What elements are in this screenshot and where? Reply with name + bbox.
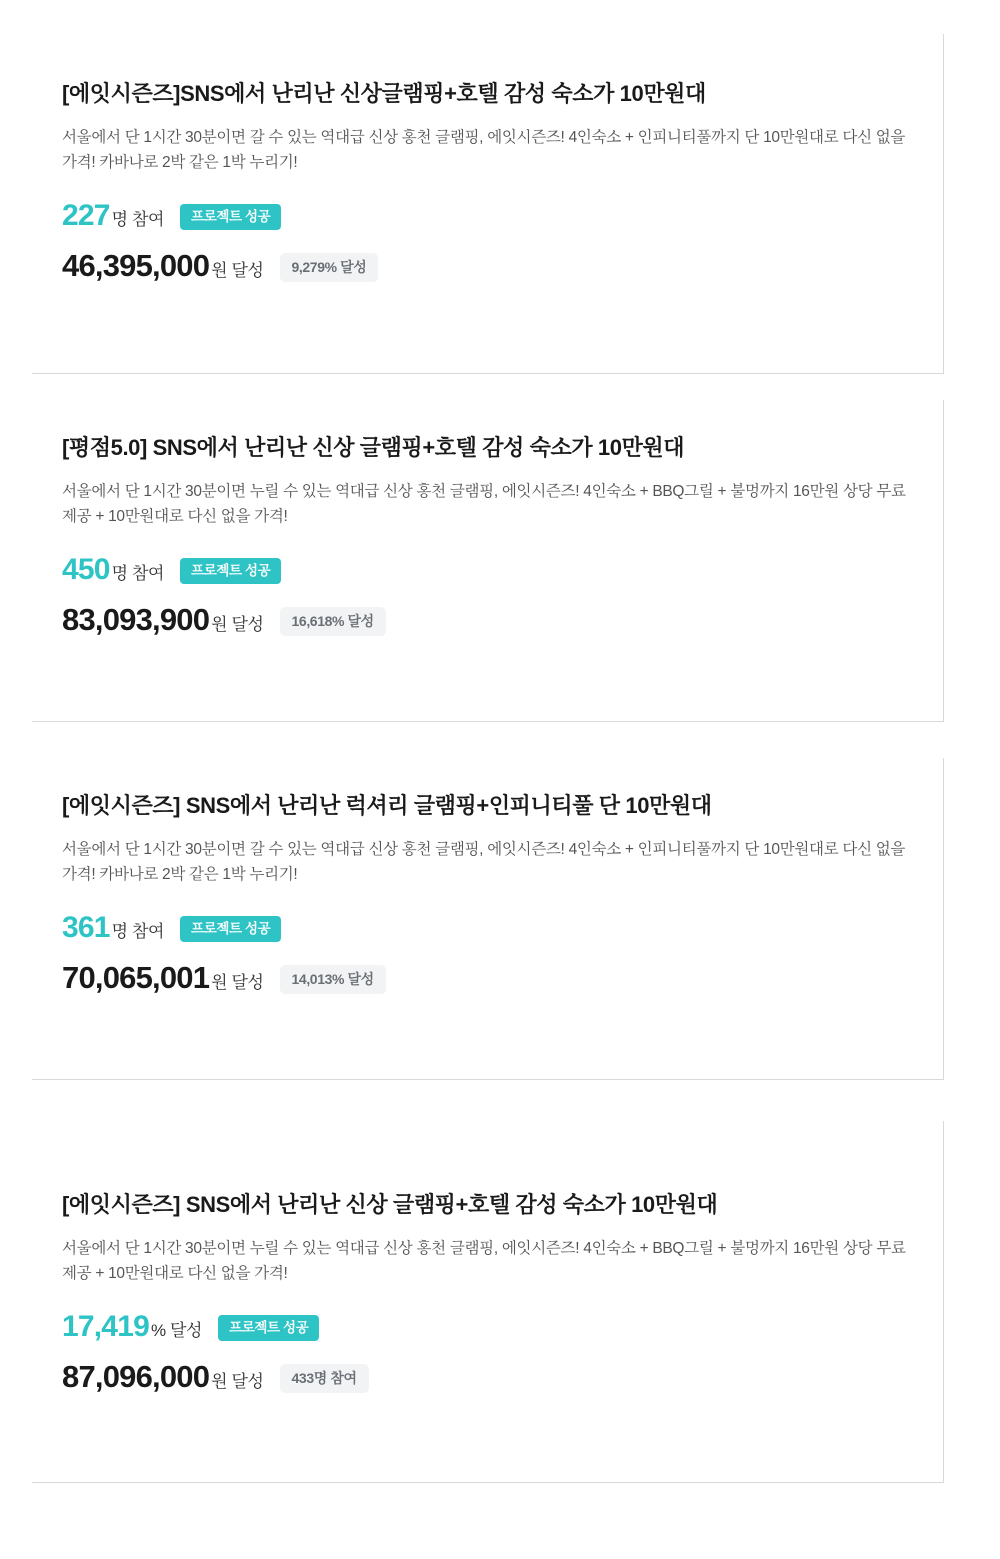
status-badge: 프로젝트 성공 (218, 1315, 319, 1342)
participant-count: 450 (62, 552, 110, 586)
project-title: [평점5.0] SNS에서 난리난 신상 글램핑+호텔 감성 숙소가 10만원대 (62, 435, 685, 460)
project-card[interactable] (32, 1121, 944, 1483)
achievement-badge: 14,013% 달성 (280, 965, 386, 994)
achievement-badge: 16,618% 달성 (280, 607, 386, 636)
achievement-badge: 9,279% 달성 (280, 253, 379, 282)
participant-unit: 명 참여 (111, 921, 165, 941)
amount-row (62, 604, 915, 640)
project-description: 서울에서 단 1시간 30분이면 갈 수 있는 역대급 신상 홍천 글램핑, 에잇시즌즈! 4인숙소 + 인피니티풀까지 단 10만원대로 다신 없을 가격! 카바나로 2박 같은 1박 누리기! (62, 128, 906, 171)
project-card[interactable] (32, 758, 944, 1080)
participant-unit: 명 참여 (111, 563, 165, 583)
status-badge: 프로젝트 성공 (180, 204, 281, 231)
amount-row (62, 250, 915, 286)
project-card[interactable] (32, 400, 944, 722)
amount-value: 87,096,000 (62, 1359, 210, 1395)
amount-unit: 원 달성 (211, 973, 264, 993)
participant-unit: 명 참여 (111, 209, 165, 229)
project-description: 서울에서 단 1시간 30분이면 갈 수 있는 역대급 신상 홍천 글램핑, 에잇시즌즈! 4인숙소 + 인피니티풀까지 단 10만원대로 다신 없을 가격! 카바나로 2박 같은 1박 누리기! (62, 840, 906, 883)
project-description: 서울에서 단 1시간 30분이면 누릴 수 있는 역대급 신상 홍천 글램핑, 에잇시즌즈! 4인숙소 + BBQ그릴 + 불멍까지 16만원 상당 무료제공 + 10만원대로 다신 없을 가격! (62, 482, 906, 525)
amount-row (62, 1361, 915, 1397)
amount-unit: 원 달성 (211, 1372, 264, 1392)
achievement-row (62, 1309, 915, 1346)
amount-value: 46,395,000 (62, 248, 210, 284)
project-title: [에잇시즌즈] SNS에서 난리난 럭셔리 글램핑+인피니티풀 단 10만원대 (62, 793, 712, 818)
amount-value: 83,093,900 (62, 602, 210, 638)
participant-count: 361 (62, 910, 110, 944)
participant-count: 227 (62, 198, 110, 232)
amount-value: 70,065,001 (62, 960, 210, 996)
participation-row (62, 552, 915, 589)
project-description: 서울에서 단 1시간 30분이면 누릴 수 있는 역대급 신상 홍천 글램핑, 에잇시즌즈! 4인숙소 + BBQ그릴 + 불멍까지 16만원 상당 무료제공 + 10만원대로 다신 없을 가격! (62, 1239, 906, 1282)
amount-unit: 원 달성 (211, 615, 264, 635)
participation-row (62, 198, 915, 235)
participant-badge: 433명 참여 (280, 1364, 369, 1393)
project-card[interactable] (32, 34, 944, 374)
achievement-percent: 17,419 (62, 1309, 149, 1343)
amount-row (62, 962, 915, 998)
project-title: [에잇시즌즈] SNS에서 난리난 신상 글램핑+호텔 감성 숙소가 10만원대 (62, 1192, 718, 1217)
status-badge: 프로젝트 성공 (180, 916, 281, 943)
status-badge: 프로젝트 성공 (180, 558, 281, 585)
participation-row (62, 910, 915, 947)
achievement-unit: % 달성 (150, 1320, 203, 1340)
amount-unit: 원 달성 (211, 261, 264, 281)
project-title: [에잇시즌즈]SNS에서 난리난 신상글램핑+호텔 감성 숙소가 10만원대 (62, 81, 706, 106)
